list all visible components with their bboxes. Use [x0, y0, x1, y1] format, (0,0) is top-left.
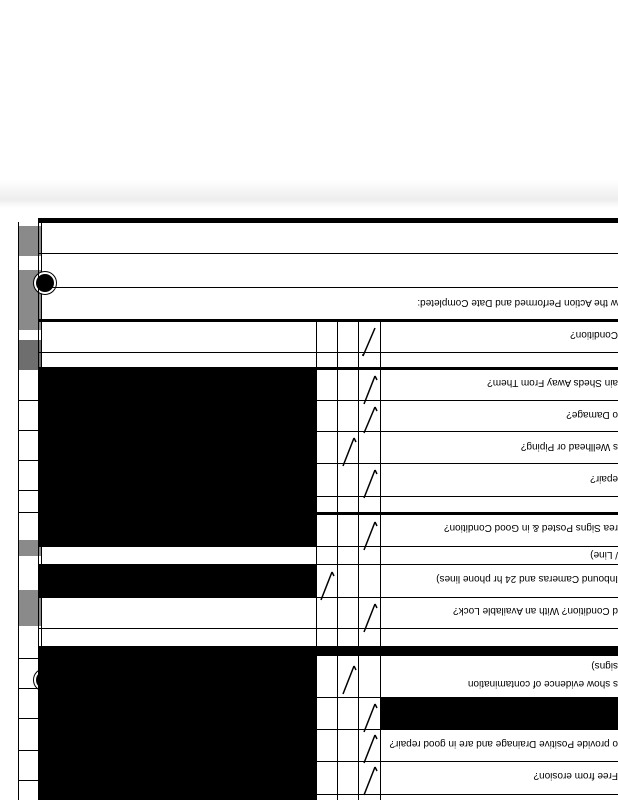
row-divider	[38, 253, 618, 254]
column-line	[358, 319, 359, 800]
checkmark-icon	[361, 700, 381, 734]
row-label: rea Signs Posted & in Good Condition?	[444, 522, 618, 533]
row-label: s Wellhead or Piping?	[520, 441, 618, 452]
row-divider	[38, 628, 618, 629]
row-divider	[38, 287, 618, 288]
checkmark-icon	[361, 600, 381, 634]
checkmark-icon	[361, 466, 381, 500]
checkmark-icon	[361, 372, 381, 406]
row-label: o Damage?	[566, 409, 618, 420]
row-divider	[38, 352, 618, 353]
section-divider	[38, 319, 618, 322]
column-line	[337, 319, 338, 800]
row-label: ain Sheds Away From Them?	[487, 377, 618, 388]
checkmark-icon	[361, 731, 381, 765]
row-label: Free from erosion?	[533, 770, 618, 781]
row-label: Condition?	[570, 329, 618, 340]
shaded-block	[38, 367, 316, 547]
row-label: o provide Positive Drainage and are in good repair?	[389, 738, 618, 749]
scan-shadow-band	[0, 180, 618, 208]
row-label: signs)	[591, 660, 618, 671]
row-label: / Line)	[590, 549, 618, 560]
shaded-block	[380, 697, 618, 729]
checkmark-icon	[361, 763, 381, 797]
checkmark-icon	[340, 662, 360, 696]
checkmark-icon	[361, 403, 381, 437]
row-label: w the Action Performed and Date Completed:	[417, 297, 618, 308]
shaded-block	[38, 646, 316, 800]
row-label: Inbound Cameras and 24 hr phone lines)	[436, 573, 618, 584]
column-line	[316, 319, 317, 800]
checkmark-icon	[340, 434, 360, 468]
checkmark-icon	[361, 518, 381, 552]
checkmark-icon	[361, 324, 381, 358]
row-label: epair?	[590, 473, 618, 484]
checkmark-icon	[318, 568, 338, 602]
row-label: s show evidence of contamination	[467, 678, 618, 689]
row-label: d Condition? With an Available Lock?	[453, 605, 618, 616]
shaded-block	[38, 564, 316, 598]
top-border	[38, 218, 618, 223]
